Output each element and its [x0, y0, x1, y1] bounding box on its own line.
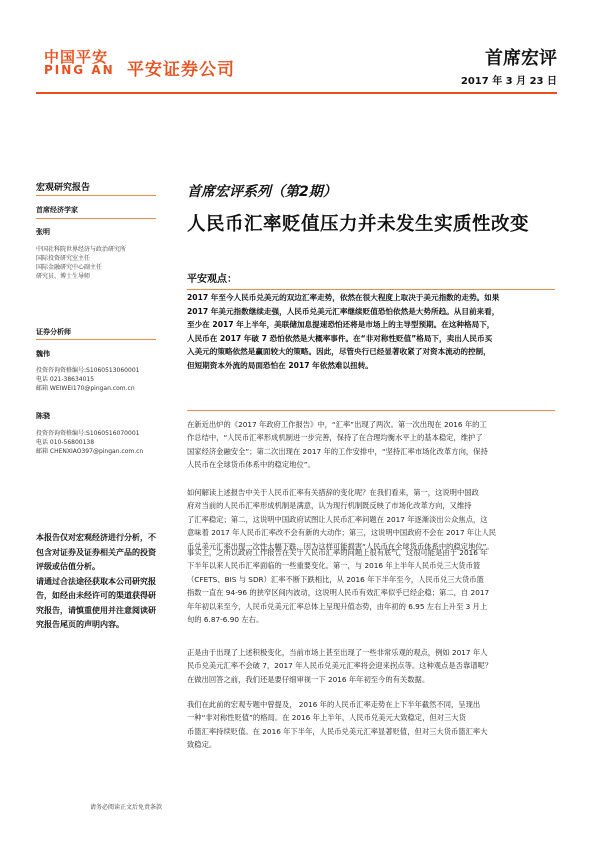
headline: 人民币汇率贬值压力并未发生实质性改变	[187, 214, 530, 235]
body-line: 人民币在全球货币体系中的稳定地位”。	[187, 460, 315, 470]
key-views	[187, 291, 555, 372]
body-line: 旬的 6.87-6.90 左右。	[187, 615, 264, 625]
body-paragraph	[187, 486, 555, 553]
body-line: 如何解读上述报告中关于人民币汇率有关措辞的变化呢？在我们看来，第一，这说明中国政	[187, 488, 479, 497]
chief-heading: 首席经济学家	[36, 206, 78, 214]
disclaimer-line: 本报告仅对宏观经济进行分析，不	[36, 533, 156, 542]
analyst-license: 投资咨询资格编号:S1060513060001	[36, 367, 140, 374]
body-line: 年年初以来至今，人民币兑美元汇率总体上呈现升值态势，由年初的 6.95 左右上升至 3 月上	[187, 601, 488, 611]
sidebar-divider	[36, 218, 156, 219]
body-line: 在做出回答之前，我们还是要仔细审视一下 2016 年年初至今的有关数据。	[187, 674, 430, 684]
logo-securities: 平安证券公司	[127, 60, 235, 80]
body-line: （CFETS、BIS 与 SDR）汇率不断下跌相比，从 2016 年下半年至今，人民币兑三大货币篮	[187, 574, 484, 584]
view-line: 2017 年至今人民币兑美元的双边汇率走势，依然在很大程度上取决于美元指数的走势。如果	[187, 293, 500, 302]
body-line: 府对当前的人民币汇率形成机制是满意，认为现行机制既反映了市场化改革方向，又维持	[187, 501, 472, 511]
body-line: 正是由于出现了上述积极变化，当前市场上甚至出现了一些非常乐观的观点，例如 2017 年人	[187, 648, 488, 657]
analyst-email[interactable]: 邮箱 CHENXIAO397@pingan.com.cn	[36, 448, 144, 455]
analyst-phone: 电话 021-38634015	[36, 376, 95, 383]
view-heading: 平安观点：	[187, 274, 237, 285]
view-line: 2017 年美元指数继续走强，人民币兑美元汇率继续贬值恐怕依然是大势所趋。从目前来看，	[187, 306, 500, 316]
body-line: 指数一直在 94-96 的狭窄区间内波动，这说明人民币有效汇率似乎已经企稳；第二，自 2017	[187, 588, 490, 598]
body-paragraph	[187, 546, 555, 626]
body-line: 致稳定。	[187, 740, 217, 750]
analyst-name: 魏伟	[36, 350, 50, 358]
disclaimer-line: 告，如经由未经许可的渠道获得研	[36, 591, 156, 600]
logo-chinese: 中国平安	[44, 48, 109, 66]
header-divider	[36, 92, 557, 94]
analyst-phone: 电话 010-56800138	[36, 439, 95, 446]
sidebar-divider	[36, 339, 156, 340]
analyst-name: 陈骁	[36, 412, 50, 420]
chief-name: 张明	[36, 228, 50, 236]
body-paragraph	[187, 418, 555, 472]
chief-title-line: 中国社科院世界经济与政治研究所	[36, 246, 127, 253]
analyst-license: 投资咨询资格编号:S1060516070001	[36, 430, 140, 437]
body-line: 国家经济金融安全”；第二次出现在 2017 年的工作安排中，“坚持汇率市场化改革方向，保持	[187, 446, 488, 456]
body-paragraph	[187, 646, 555, 686]
body-line: 意味着 2017 年人民币汇率改不会有新的大动作；第三，这说明中国政府不会在 2017 年让人民	[187, 528, 497, 538]
analyst-contact	[36, 366, 156, 393]
body-line: 事实上，之所以政府工作报告在关于人民币汇率的问题上很有底气，这很可能是由于 2016 年	[187, 548, 488, 557]
footer-disclaimer: 请务必阅读正文后免责条款	[90, 804, 163, 811]
analyst-contact	[36, 429, 156, 456]
chief-titles	[36, 245, 156, 281]
view-line: 人民币在 2017 年破 7 恐怕依然是大概率事件。在“非对称性贬值”格局下，卖出人民币买	[187, 333, 493, 343]
body-line: 作总结中，“人民币汇率形成机制进一步完善，保持了在合理均衡水平上的基本稳定，维护了	[187, 433, 483, 443]
view-line: 但短期资本外流的局面恐怕在 2017 年依然难以扭转。	[187, 360, 373, 370]
report-date: 2017 年 3 月 23 日	[460, 76, 557, 87]
body-line: 在新近出炉的《2017 年政府工作报告》中，“汇率”出现了两次。第一次出现在 2016 年的工	[187, 420, 487, 429]
body-line: 了汇率稳定；第二，这说明中国政府试图让人民币汇率问题在 2017 年逐渐淡出公众焦点，这	[187, 514, 488, 524]
chief-title-line: 国际投资研究室主任	[36, 255, 91, 262]
sidebar-divider	[36, 195, 156, 196]
disclaimer	[36, 531, 162, 633]
analyst-heading: 证券分析师	[36, 328, 71, 336]
chief-title-line: 研究员、博士生导师	[36, 273, 91, 280]
logo-english: PING AN	[44, 63, 115, 77]
report-type: 首席宏评	[485, 48, 557, 69]
section-title: 宏观研究报告	[36, 183, 91, 193]
disclaimer-line: 包含对证券及证券相关产品的投资	[36, 547, 156, 557]
analyst-email[interactable]: 邮箱 WEIWEI170@pingan.com.cn	[36, 385, 135, 392]
chief-title-line: 国际金融研究中心副主任	[36, 264, 103, 271]
disclaimer-line: 究报告尾页的声明内容。	[36, 620, 124, 629]
disclaimer-line: 究报告，请慎重使用并注意阅读研	[36, 605, 156, 615]
series-title: 首席宏评系列（第2期）	[187, 184, 337, 200]
view-line: 至少在 2017 年上半年，美联储加息提速恐怕还将是市场上的主导型预期。在这种格局下，	[187, 320, 495, 329]
body-line: 币篮汇率持续贬值。在 2016 年下半年，人民币兑美元汇率显著贬值，但对三大货币篮汇率大	[187, 726, 488, 736]
body-line: 我们在此前的宏观专题中曾提及， 2016 年的人民币汇率走势在上下半年截然不同，呈现出	[187, 700, 481, 709]
disclaimer-line: 评级或估值分析。	[36, 562, 100, 571]
body-paragraph	[187, 698, 555, 752]
view-line: 入美元的策略依然是赢面较大的策略。因此，尽管央行已经显著收紧了对资本流动的控制，	[187, 347, 491, 356]
body-line: 一种“非对称性贬值”的格局。在 2016 年上半年，人民币兑美元大致稳定，但对三大货	[187, 713, 466, 723]
disclaimer-line: 请通过合法途径获取本公司研究报	[36, 576, 156, 586]
body-line: 下半年以来人民币汇率面临的一些重要变化。第一，与 2016 年上半年人民币兑三大货币篮	[187, 561, 481, 571]
body-line: 民币兑美元汇率不会破 7，2017 年人民币兑美元汇率将会迎来拐点等。这种观点是否靠谱呢？	[187, 661, 493, 671]
body-line: 币兑美元汇率出现一次性大幅下跌，因为这样可能损害“人民币在全球货币体系中的稳定地位”。	[187, 541, 494, 551]
